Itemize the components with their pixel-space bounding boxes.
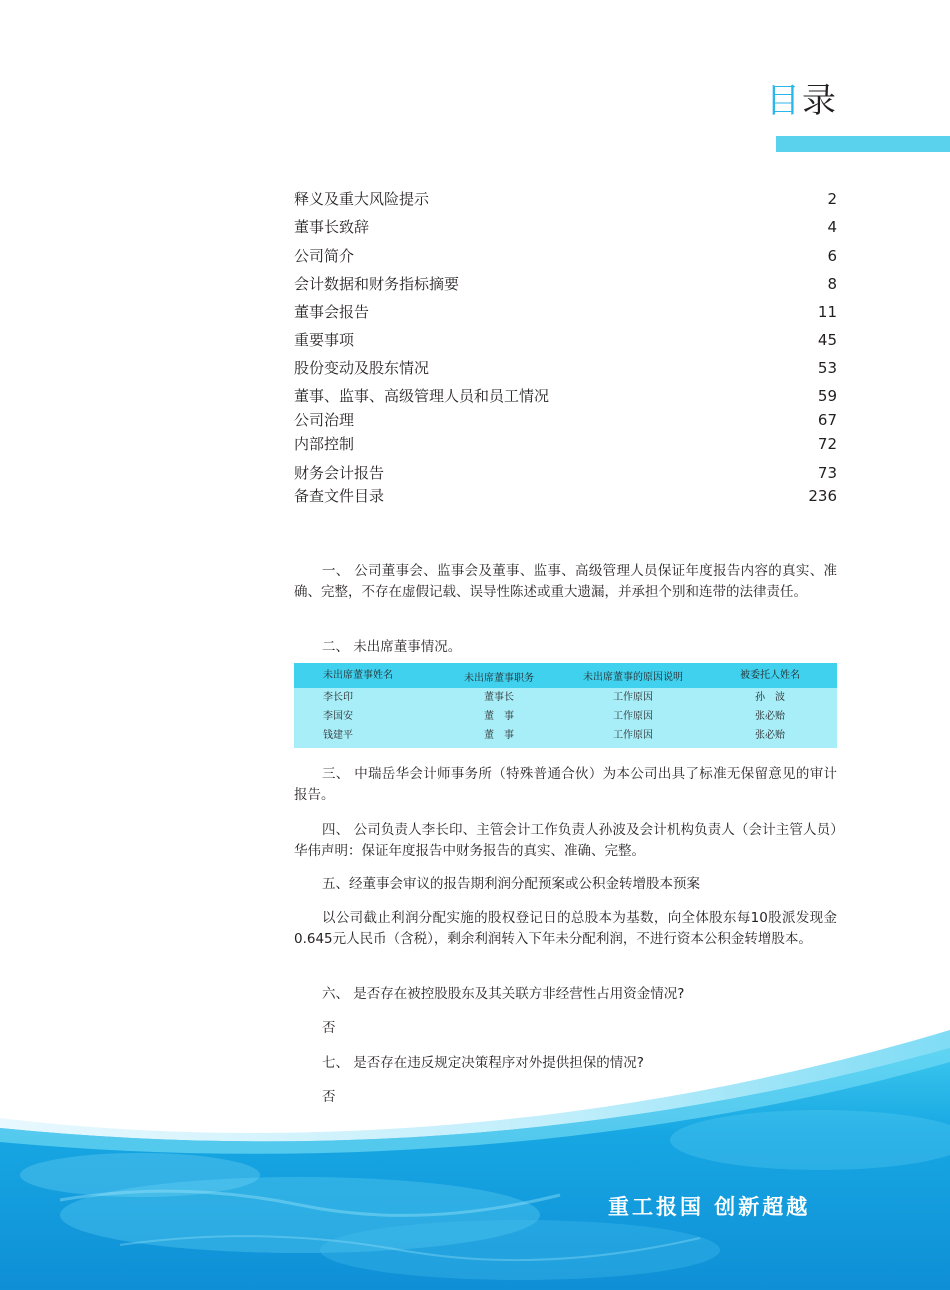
toc-item-page: 72 xyxy=(817,435,837,453)
toc-item-page: 2 xyxy=(827,190,837,208)
toc-item-title: 会计数据和财务指标摘要 xyxy=(294,275,460,293)
statement-4: 四、 公司负责人李长印、主管会计工作负责人孙波及会计机构负责人（会计主管人员）华伟声明：保证年度报告中财务报告的真实、准确、完整。 xyxy=(294,822,837,859)
toc-item-title: 公司简介 xyxy=(294,247,355,265)
toc-item-page: 45 xyxy=(817,331,837,349)
statement-7: 七、 是否存在违反规定决策程序对外提供担保的情况? xyxy=(322,1055,644,1071)
table-header-cell: 未出席董事的原因说明 xyxy=(583,672,683,683)
toc-item-title: 董事、监事、高级管理人员和员工情况 xyxy=(294,387,550,405)
toc-item-page: 11 xyxy=(817,303,837,321)
toc-item-title: 董事会报告 xyxy=(294,303,370,321)
toc-item-title: 财务会计报告 xyxy=(294,464,385,482)
statement-3: 三、 中瑞岳华会计师事务所（特殊普通合伙）为本公司出具了标准无保留意见的审计报告。 xyxy=(294,766,837,803)
toc-item-title: 重要事项 xyxy=(294,331,355,349)
toc-item-page: 53 xyxy=(817,359,837,377)
table-cell: 李国安 xyxy=(323,711,353,722)
toc-item-title: 备查文件目录 xyxy=(294,487,385,505)
page-title-first-char: 目 xyxy=(766,81,802,121)
table-cell: 董 事 xyxy=(484,730,514,741)
statement-5: 五、经董事会审议的报告期利润分配预案或公积金转增股本预案 xyxy=(322,876,700,892)
toc-item-page: 8 xyxy=(827,275,837,293)
statement-6: 六、 是否存在被控股股东及其关联方非经营性占用资金情况? xyxy=(322,986,685,1002)
statement-6-answer: 否 xyxy=(322,1020,336,1036)
table-cell: 董 事 xyxy=(484,711,514,722)
table-cell: 张必贻 xyxy=(755,730,785,741)
table-cell: 工作原因 xyxy=(613,711,653,722)
table-cell: 工作原因 xyxy=(613,692,653,703)
table-cell: 孙 波 xyxy=(755,692,785,703)
toc-item-title: 内部控制 xyxy=(294,435,355,453)
toc-item-page: 59 xyxy=(817,387,837,405)
toc-item-title: 股份变动及股东情况 xyxy=(294,359,430,377)
statement-5-body: 以公司截止利润分配实施的股权登记日的总股本为基数，向全体股东每10股派发现金0.645元人民币（含税），剩余利润转入下年未分配利润，不进行资本公积金转增股本。 xyxy=(294,910,837,947)
toc-item-page: 4 xyxy=(827,218,837,236)
toc-item-title: 公司治理 xyxy=(294,411,355,429)
table-header-cell: 未出席董事姓名 xyxy=(323,670,393,681)
table-header-cell: 未出席董事职务 xyxy=(464,673,534,684)
table-cell: 李长印 xyxy=(323,692,353,703)
table-cell: 钱建平 xyxy=(323,730,353,741)
statement-1: 一、 公司董事会、监事会及董事、监事、高级管理人员保证年度报告内容的真实、准确、完整，不存在虚假记载、误导性陈述或重大遗漏，并承担个别和连带的法律责任。 xyxy=(294,563,837,600)
footer-slogan: 重工报国 创新超越 xyxy=(608,1195,811,1219)
toc-item-page: 236 xyxy=(808,487,837,505)
statement-7-answer: 否 xyxy=(322,1089,336,1105)
table-cell: 董事长 xyxy=(484,692,514,703)
toc-item-page: 6 xyxy=(827,247,837,265)
table-header-cell: 被委托人姓名 xyxy=(740,670,800,681)
toc-item-page: 73 xyxy=(817,464,837,482)
toc-item-page: 67 xyxy=(817,411,837,429)
toc-item-title: 释义及重大风险提示 xyxy=(294,190,430,208)
table-cell: 张必贻 xyxy=(755,711,785,722)
table-cell: 工作原因 xyxy=(613,730,653,741)
page-title-rest: 录 xyxy=(802,81,838,121)
statement-2: 二、 未出席董事情况。 xyxy=(322,639,462,655)
toc-item-title: 董事长致辞 xyxy=(294,218,370,236)
